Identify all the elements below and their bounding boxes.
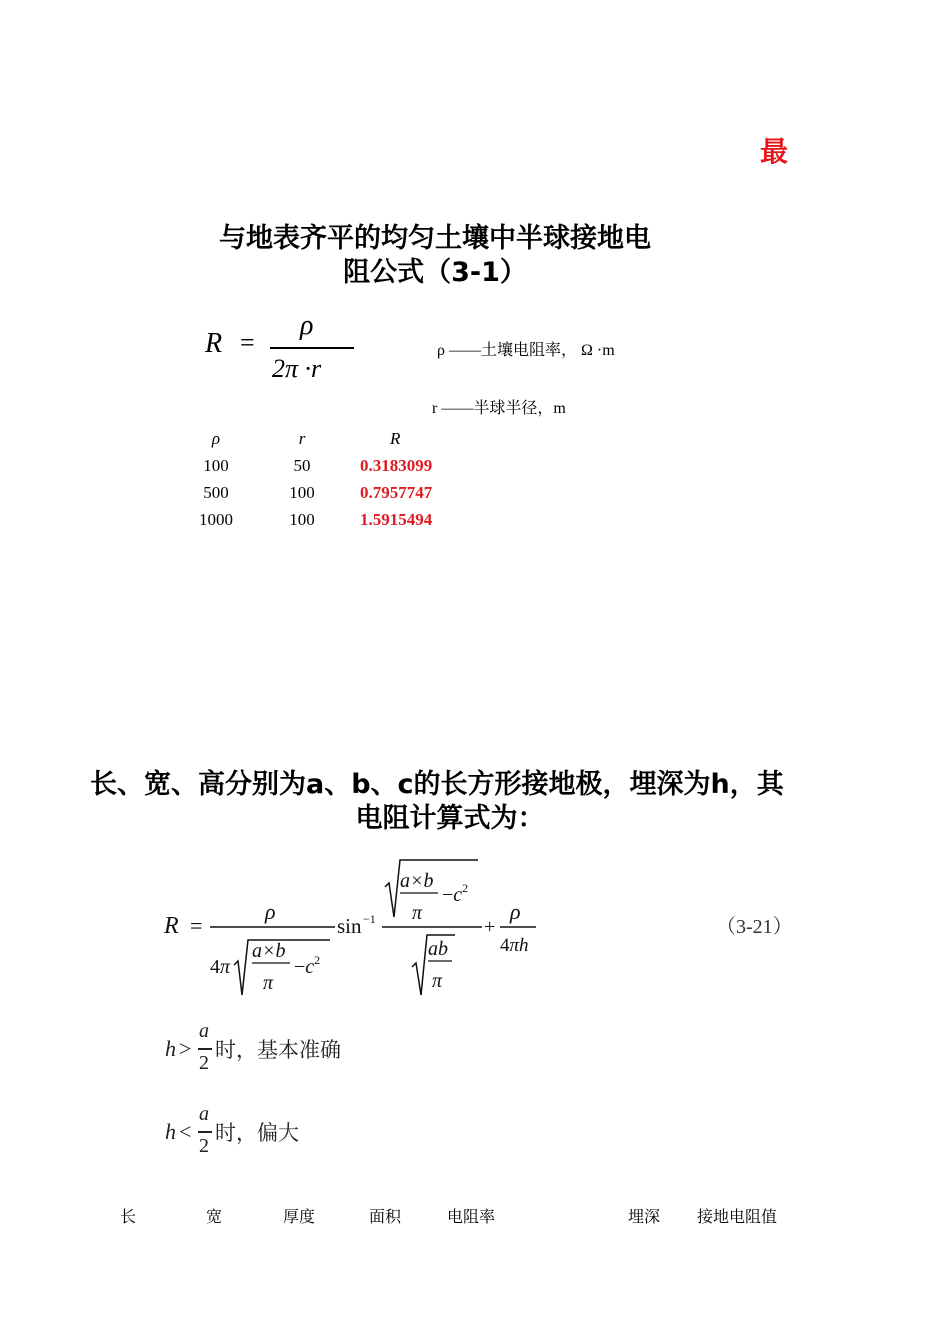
svg-text:ρ: ρ bbox=[510, 899, 521, 924]
svg-text:a×b: a×b bbox=[252, 940, 286, 962]
table-row bbox=[180, 506, 500, 533]
svg-text:4π: 4π bbox=[210, 956, 231, 978]
cell-rho: 1000 bbox=[199, 509, 233, 529]
section1-title bbox=[160, 222, 710, 290]
condition-2-text: 时，偏大 bbox=[215, 1121, 299, 1145]
resistance-table bbox=[180, 425, 500, 533]
col-depth: 埋深 bbox=[628, 1207, 661, 1226]
section2-title-line2: 电阻计算式为： bbox=[355, 803, 545, 834]
svg-text:sin: sin bbox=[337, 914, 362, 938]
condition-1 bbox=[165, 1020, 385, 1086]
cell-r: 50 bbox=[293, 455, 311, 475]
formula-3-21 bbox=[160, 855, 550, 1000]
legend-r: r ——半球半径，m bbox=[432, 400, 566, 417]
col-resistance: 接地电阻值 bbox=[697, 1207, 778, 1226]
section1-title-line1: 与地表齐平的均匀土壤中半球接地电 bbox=[219, 223, 651, 254]
formula-numerator: ρ bbox=[300, 310, 314, 341]
formula-lhs: R bbox=[205, 328, 223, 359]
svg-text:ρ: ρ bbox=[265, 899, 276, 924]
col-width: 宽 bbox=[206, 1207, 223, 1226]
cell-R: 0.7957747 bbox=[360, 482, 433, 502]
cell-rho: 100 bbox=[203, 455, 229, 475]
condition-2-bar bbox=[198, 1131, 212, 1133]
condition-1-den: 2 bbox=[199, 1052, 209, 1074]
condition-2-den: 2 bbox=[199, 1135, 209, 1157]
formula-eq: = bbox=[240, 328, 255, 357]
table-header-r: r bbox=[298, 428, 306, 448]
formula-denominator: 2π ·r bbox=[272, 354, 322, 383]
col-area: 面积 bbox=[369, 1207, 402, 1226]
svg-text:+: + bbox=[484, 916, 496, 938]
cell-r: 100 bbox=[289, 482, 315, 502]
section1-title-line2: 阻公式（3-1） bbox=[343, 257, 527, 288]
table-header-R: R bbox=[390, 428, 401, 448]
svg-text:−c2: $-c^2$ bbox=[294, 953, 321, 978]
fraction-bar bbox=[270, 347, 354, 349]
formula-3-1 bbox=[200, 310, 370, 390]
formula-3-21-graphic bbox=[160, 855, 550, 1000]
corner-mark: 最 bbox=[760, 135, 789, 168]
cell-r: 100 bbox=[289, 509, 315, 529]
svg-text:a×b: a×b bbox=[400, 870, 434, 892]
cell-R: 1.5915494 bbox=[360, 509, 433, 529]
legend-rho: ρ ——土壤电阻率， Ω ·m bbox=[437, 342, 615, 359]
condition-2-op: < bbox=[179, 1119, 192, 1144]
condition-1-op: > bbox=[179, 1036, 192, 1061]
svg-text:−c2: $-c^2$ bbox=[442, 881, 469, 906]
condition-1-text: 时，基本准确 bbox=[215, 1038, 341, 1062]
svg-text:R: R bbox=[164, 913, 179, 939]
column-header-row bbox=[100, 1204, 820, 1228]
section2-title-line1: 长、宽、高分别为a、b、c的长方形接地极，埋深为h，其 bbox=[90, 769, 784, 800]
col-thickness: 厚度 bbox=[283, 1207, 316, 1226]
condition-2-lhs: h bbox=[165, 1119, 176, 1144]
svg-text:π: π bbox=[263, 972, 274, 994]
svg-text:=: = bbox=[190, 913, 203, 938]
condition-1-bar bbox=[198, 1048, 212, 1050]
table-header-row bbox=[180, 425, 500, 452]
svg-text:−1: −1 bbox=[363, 912, 376, 926]
col-length: 长 bbox=[120, 1207, 137, 1226]
svg-text:4πh: 4πh bbox=[500, 935, 529, 956]
equation-number: （3-21） bbox=[716, 916, 793, 938]
condition-2 bbox=[165, 1103, 385, 1169]
table-row bbox=[180, 479, 500, 506]
svg-text:ab: ab bbox=[428, 938, 448, 960]
table-header-rho: ρ bbox=[211, 428, 221, 448]
condition-2-num: a bbox=[199, 1103, 209, 1125]
svg-text:π: π bbox=[412, 902, 423, 924]
section2-title bbox=[80, 768, 820, 836]
svg-text:π: π bbox=[432, 970, 443, 992]
col-resistivity: 电阻率 bbox=[447, 1207, 496, 1226]
condition-1-lhs: h bbox=[165, 1036, 176, 1061]
cell-rho: 500 bbox=[203, 482, 229, 502]
table-row bbox=[180, 452, 500, 479]
cell-R: 0.3183099 bbox=[360, 455, 433, 475]
condition-1-num: a bbox=[199, 1020, 209, 1042]
